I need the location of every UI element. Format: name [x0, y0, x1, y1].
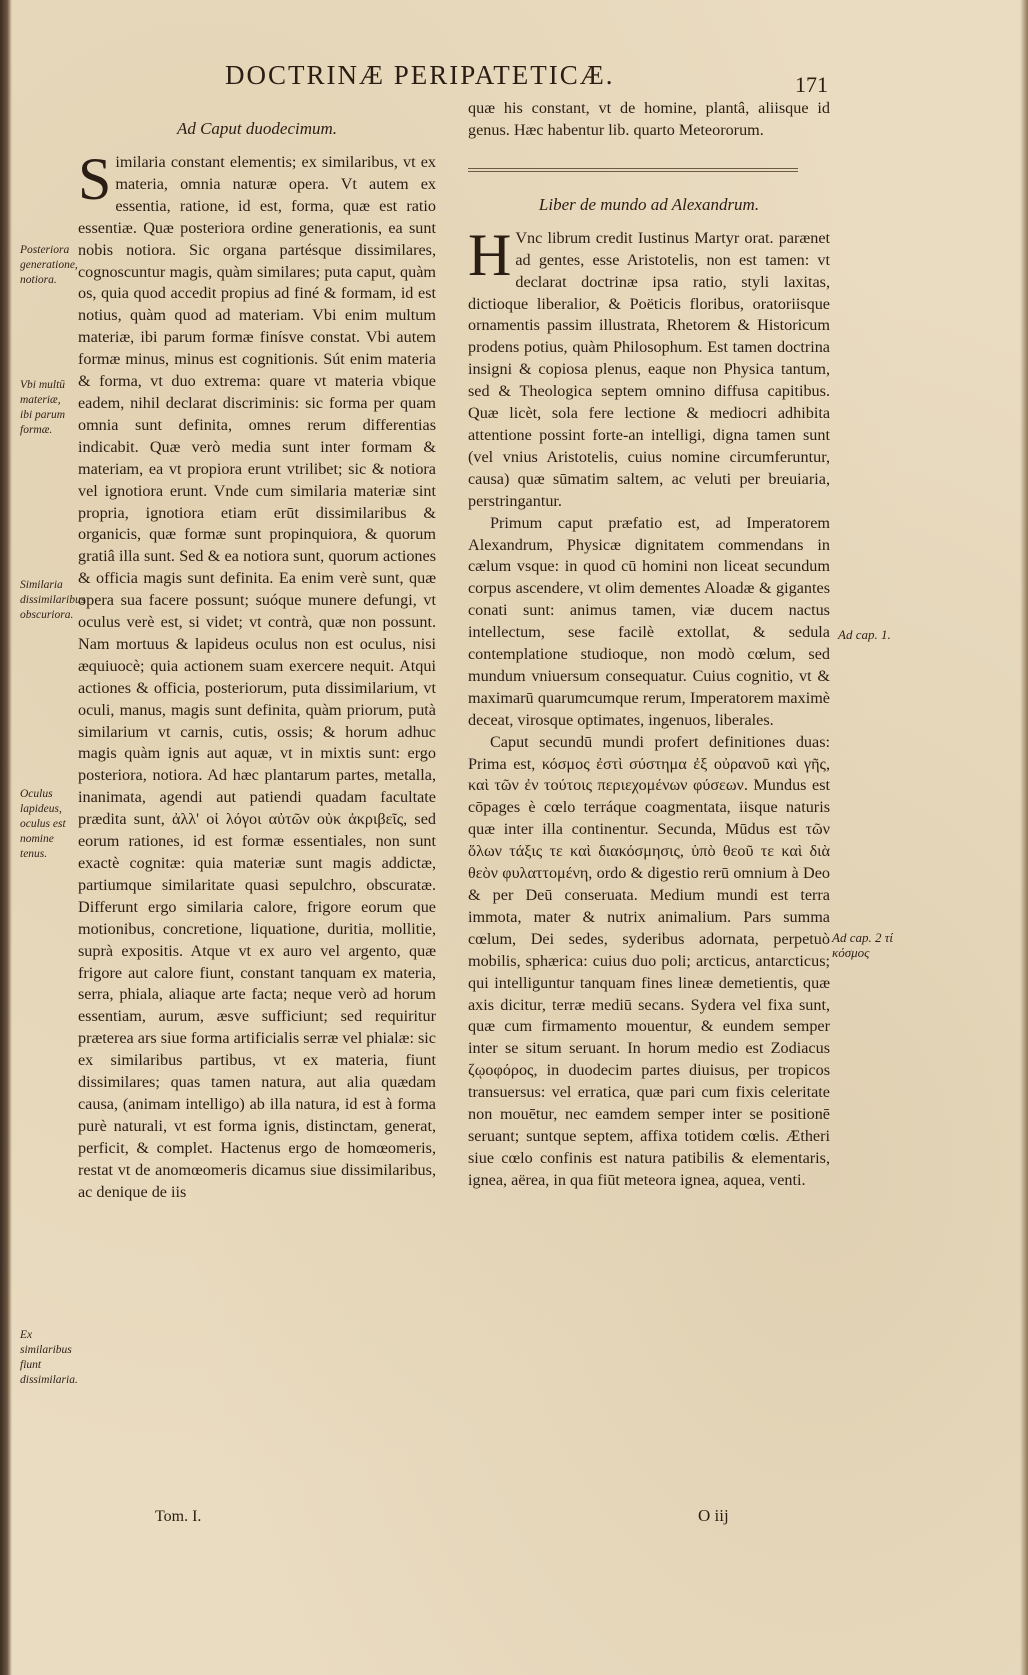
margin-note: Ad cap. 1.: [838, 627, 891, 642]
margin-note: Oculus lapideus, oculus est nomine tenus.: [20, 788, 66, 860]
page-number: 171: [795, 72, 828, 97]
dropcap-s: S: [78, 146, 112, 212]
page-edge-shadow: [1020, 0, 1028, 1675]
volume-signature: Tom. I.: [155, 1508, 202, 1525]
margin-note: Vbi multū materiæ, ibi parum formæ.: [20, 379, 66, 436]
right-paragraph-2: Primum caput præfatio est, ad Imperatorem Alexandrum, Physicæ dignitatem commendans in cælum vsque: in quod cū homini non liceat secundum corpus ascendere, vt olim dementes Aloadæ & gigantes conati sunt: animus tamen, viæ ducem nactus intellectum, sese facilè extollat, & sedula contemplatione studioque, non modò cœlum, sed mundum vniuersum consequatur. Cuius cognitio, vt & maximarū quarumcumque rerum, Imperatorem maximè deceat, virosque optimates, ingenuos, liberales.: [468, 513, 830, 729]
left-column: [78, 118, 436, 1204]
right-section-title: Liber de mundo ad Alexandrum.: [538, 194, 760, 214]
right-paragraph-1-text: Vnc librum credit Iustinus Martyr orat. parænet ad gentes, esse Aristotelis, non est tamen: vt declarat doctrinæ ipsa ratio, styli laxitas, dictioque liberalior, & Poëticis floribus, oratoriisque ornamentis passim illustrata, Rhetorem & Historicum prodens potius, quàm Philosophum. Est tamen doctrina insigni & copiosa plenus, eaque non Physica tantum, sed & Theologica septem omnino diffusa capitibus. Quæ licèt, sola fere lectione & mediocri adhibita attentione possint forte-an intelligi, digna tamen sunt (vel vnius Aristotelis, cuius nomine circumferuntur, causa) quæ sūmatim saltem, ac veluti per breuiaria, perstringantur.: [468, 228, 830, 510]
right-column: [468, 98, 830, 1192]
margin-note: Ex similaribus fiunt dissimilaria.: [20, 1329, 78, 1386]
right-paragraph-1: [468, 221, 830, 513]
margin-note: Ad cap. 2 τί κόσμος: [832, 930, 893, 960]
running-title: DOCTRINÆ PERIPATETICÆ.: [225, 60, 615, 90]
left-paragraph-text: imilaria constant elementis; ex similaribus, vt ex materia, omnia naturæ opera. Vt autem ex essentia, ratione, id est, forma, quæ est ratio essentiæ. Quæ posteriora ordine generationis, ea sunt nobis notiora. Sic organa partésque dissimilares, cognoscuntur magis, quàm similares; puta caput, quàm os, quia quod accedit propius ad finé & formam, id est notius, quàm quod ad materiam. Vbi enim multum materiæ, ibi parum formæ finísve constat. Vbi autem formæ minus, minus est cognitionis. Sút enim materia & forma, vt duo extrema: quare vt materia vbique eadem, nihil declarat discriminis: sic forma per quam omnia sunt definita, omnes rerum differentias indicabit. Quæ verò media sunt inter formam & materiam, ea vt propiora erunt vtrilibet; sic & notiora vel ignotiora erunt. Vnde cum similaria materiæ sint propria, ignotiora etiam erūt dissimilaribus & organicis, quæ formæ sunt propinquiora, & quorum gratiâ illa sunt. Sed & ea notiora sunt, quorum actiones & officia magis sunt definita. Ea enim verè sunt, quæ opera sua facere possunt; suóque munere defungi, vt oculus verè est, si videt; vt contrà, quæ non possunt. Nam mortuus & lapideus oculus non est oculus, nisi æquiuocè; quia actionem suam exercere nequit. Atqui actiones & officia, posteriorum, puta dissimilarium, vt oculi, manus, magis sunt definita, quàm priorum, putà similarium vt carnis, cutis, ossis; & horum adhuc magis quàm ignis aut aquæ, vt in mixtis sunt: ergo posteriora, notiora. Ad hæc plantarum partes, metalla, inanimata, agendi aut patiendi quadam facultate prædita sunt, ἀλλ' οἱ λόγοι αὐτῶν οὐκ ἀκριβεῖς, sed eorum rationes, id est formæ essentiales, non sunt exactè cognitæ: quia materiæ sunt magis addictæ, partiumque similaritate quasi sepulchro, obscuratæ. Differunt ergo similaria calore, frigore eorum que motionibus, concretione, liquatione, duritia, mollitie, suprà expositis. Atque vt ex auro vel argento, quæ frigore aut calore fiunt, constant tanquam ex materia, serra, phiala, aliaque arte facta; neque verò ad horum essentiam, aurum, æsve sufficiunt; sed requiritur præterea ars siue forma artificialis serræ vel phialæ: sic ex similaribus partibus, vt ex materia, fiunt dissimilares; quas tamen natura, aut alia quædam causa, (animam intelligo) ab illa natura, id est à forma purè naturali, vt est forma ignis, distinctam, generat, perficit, & complet. Hactenus ergo de homœomeris, restat vt de anomœomeris dicamus siue dissimilaribus, ac denique de iis: [78, 153, 436, 1201]
dropcap-h: H: [468, 221, 512, 288]
margin-note: Posteriora generatione, notiora.: [20, 244, 78, 286]
signature-mark: O iij: [698, 1506, 729, 1525]
left-section-title: Ad Caput duodecimum.: [176, 119, 338, 138]
page-gutter-shadow: [0, 0, 12, 1675]
right-paragraph-3: Caput secundū mundi profert definitiones duas: Prima est, κόσμος ἐστὶ σύστημα ἐξ οὐρανοῦ καὶ γῆς, καὶ τῶν ἐν τούτοις περιεχομένων φύσεων. Mundus est cōpages è cœlo terráque coagmentata, iisque naturis quæ inter illa continentur. Secunda, Mūdus est τῶν ὅλων τάξις τε καὶ διακόσμησις, ὑπὸ θεοῦ τε καὶ διὰ θεὸν φυλαττομένη, ordo & digestio rerū omnium à Deo & per Deū conseruata. Medium mundi est terra immota, mater & nutrix animalium. Pars summa cœlum, Dei sedes, syderibus adornata, perpetuò mobilis, sphærica: cuius duo poli; arcticus, antarcticus; qui intelliguntur tanquam fines lineæ demetientis, quæ axis dicitur, terræ mediū secans. Sydera vel fixa sunt, quæ cum firmamento mouentur, & eundem semper inter se situm seruant. In horum medio est Zodiacus ζῳοφόρος, in duodecim partes diuisus, per tropicos transuersus: vel erratica, quæ pari cum fixis celeritate non mouētur, nec eamdem semper inter se positionē seruant; suntque septem, affixa totidem cœlis. Ætheri siue cœlo confinis est natura patibilis & elementaris, ignea, aërea, in qua fiūt meteora ignea, aquea, venti.: [468, 732, 830, 1189]
section-divider: [468, 168, 798, 172]
right-intro-text: quæ his constant, vt de homine, plantâ, aliisque id genus. Hæc habentur lib. quarto Meteororum.: [468, 99, 830, 139]
margin-note: Similaria dissimilaribus obscuriora.: [20, 579, 86, 621]
left-paragraph: [78, 146, 436, 1204]
